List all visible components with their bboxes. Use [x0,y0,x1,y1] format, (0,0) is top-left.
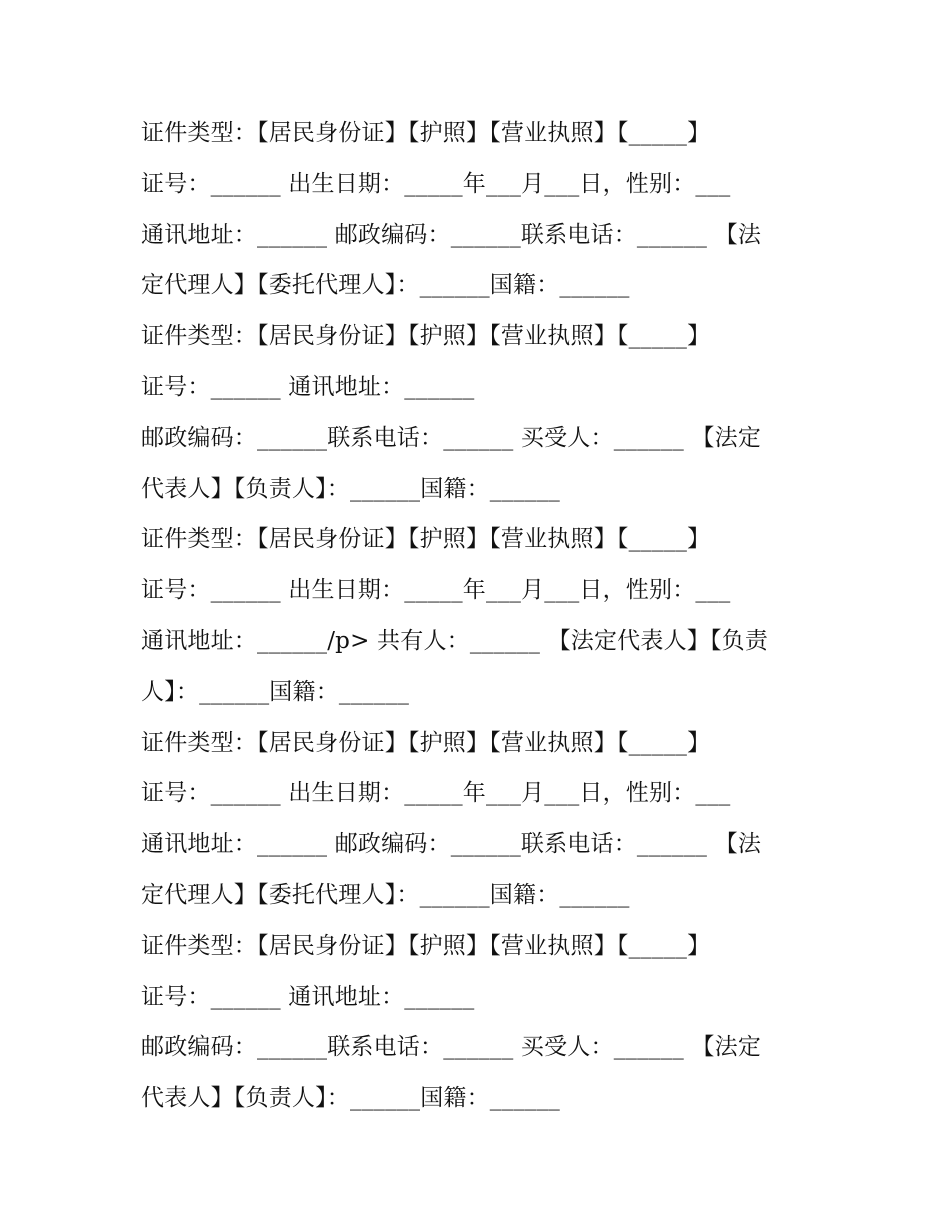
text-line: 证号：______ 通讯地址：______ [141,983,475,1010]
text-line: 通讯地址：______ 邮政编码：______联系电话：______ 【法 [141,221,762,248]
text-line: 代表人】【负责人】：______国籍：______ [141,475,560,502]
text-line: 证件类型：【居民身份证】【护照】【营业执照】【_____】 [141,120,711,146]
text-line: 证件类型：【居民身份证】【护照】【营业执照】【_____】 [141,729,711,756]
text-line: 邮政编码：______联系电话：______ 买受人：______ 【法定 [141,1034,762,1061]
text-line: 人】：______国籍：______ [141,678,410,705]
text-line: 证件类型：【居民身份证】【护照】【营业执照】【_____】 [141,932,711,959]
text-line: 证号：______ 出生日期：_____年___月___日，性别：___ [141,170,731,197]
text-line: 定代理人】【委托代理人】：______国籍：______ [141,272,630,299]
text-line: 邮政编码：______联系电话：______ 买受人：______ 【法定 [141,424,762,451]
text-line: 通讯地址：______ 邮政编码：______联系电话：______ 【法 [141,831,762,858]
text-line: 证号：______ 出生日期：_____年___月___日，性别：___ [141,577,731,604]
text-line: 代表人】【负责人】：______国籍：______ [141,1085,560,1112]
text-line: 通讯地址：______/p> 共有人：______ 【法定代表人】【负责 [141,627,769,654]
document-body [141,108,821,1124]
text-line: 证号：______ 通讯地址：______ [141,373,475,400]
text-line: 证号：______ 出生日期：_____年___月___日，性别：___ [141,780,731,807]
text-line: 定代理人】【委托代理人】：______国籍：______ [141,881,630,908]
text-line: 证件类型：【居民身份证】【护照】【营业执照】【_____】 [141,323,711,350]
text-line: 证件类型：【居民身份证】【护照】【营业执照】【_____】 [141,526,711,553]
